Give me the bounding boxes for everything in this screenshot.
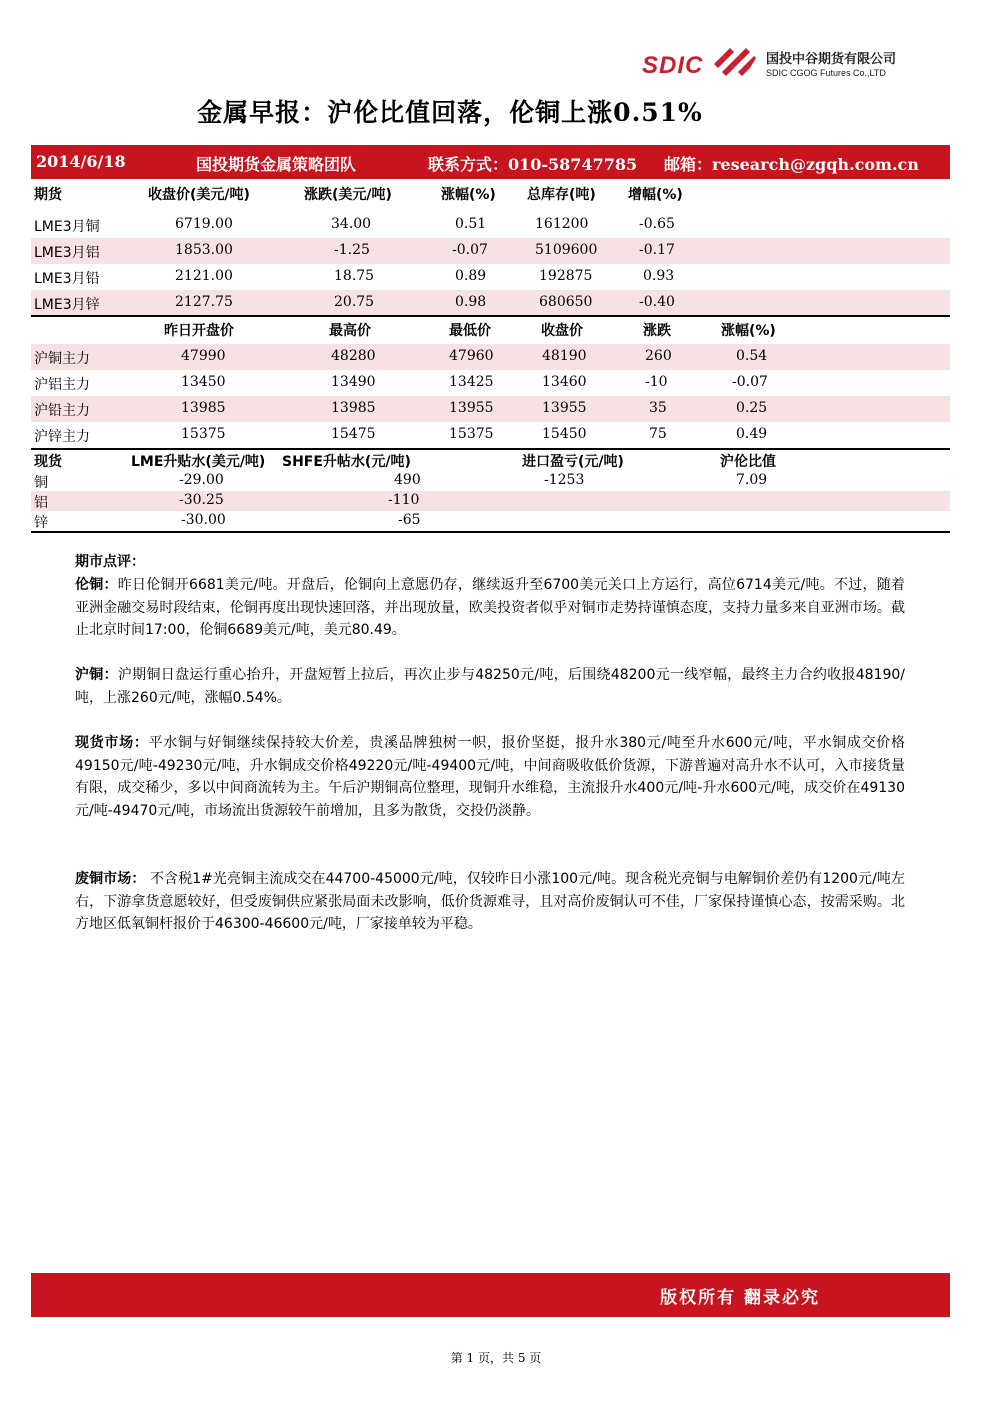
footer-banner bbox=[31, 1273, 950, 1317]
table-row bbox=[31, 422, 950, 448]
spot-market-text: 平水铜与好铜继续保持较大价差，贵溪品牌独树一帜，报价坚挺，报升水380元/吨至升水600元/吨，平水铜成交价格49150元/吨-49230元/吨，升水铜成交价格49220元/吨-49400元/吨，中间商吸收低价货源，下游普遍对高升水不认可，入市接货量有限，成交稀少，多以中间商流转为主。午后沪期铜高位整理，现铜升水维稳，主流报升水400元/吨-升水600元/吨，成交价在49130元/吨-49470元/吨，市场流出货源较午前增加，且多为散货，交投仍淡静。 bbox=[75, 735, 906, 819]
cell-value: 7.09 bbox=[736, 472, 768, 488]
cell-value: 1853.00 bbox=[175, 242, 233, 258]
team-name: 国投期货金属策略团队 bbox=[196, 155, 357, 174]
cell-value: 2121.00 bbox=[175, 268, 233, 284]
table-row bbox=[31, 238, 950, 264]
row-label: LME3月铝 bbox=[34, 245, 100, 261]
row-label: LME3月锌 bbox=[34, 297, 100, 313]
col-header: 沪伦比值 bbox=[720, 454, 776, 470]
cell-value: 13490 bbox=[331, 374, 376, 390]
cell-value: -0.07 bbox=[452, 242, 488, 258]
commentary-title: 期市点评： bbox=[75, 554, 145, 570]
contact-info: 联系方式：010-58747785 bbox=[428, 155, 638, 174]
table-row bbox=[31, 370, 950, 396]
cell-value: 680650 bbox=[539, 294, 593, 310]
shfe-copper-text: 沪期铜日盘运行重心抬升，开盘短暂上拉后，再次止步与48250元/吨，后围绕48200元一线窄幅，最终主力合约收报48190/吨，上涨260元/吨，涨幅0.54%。 bbox=[75, 667, 906, 706]
cell-value: 35 bbox=[649, 400, 667, 416]
cell-value: 47960 bbox=[449, 348, 494, 364]
header-banner bbox=[31, 145, 950, 179]
cell-value: 0.54 bbox=[736, 348, 768, 364]
col-header: 涨跌 bbox=[643, 323, 671, 339]
logo-brand: SDIC bbox=[642, 52, 704, 79]
cell-value: -1.25 bbox=[334, 242, 370, 258]
table-divider bbox=[31, 448, 950, 450]
table-header-row bbox=[31, 451, 950, 471]
col-header: LME升贴水(美元/吨) bbox=[131, 454, 266, 470]
cell-value: 0.25 bbox=[736, 400, 768, 416]
scrap-market-label: 废铜市场： bbox=[75, 871, 146, 887]
cell-value: 490 bbox=[394, 472, 421, 488]
cell-value: 20.75 bbox=[334, 294, 375, 310]
cell-value: 15450 bbox=[542, 426, 587, 442]
shfe-copper-label: 沪铜： bbox=[75, 667, 118, 683]
report-date: 2014/6/18 bbox=[36, 152, 126, 171]
cell-value: 13460 bbox=[542, 374, 587, 390]
scrap-market-text: 不含税1#光亮铜主流成交在44700-45000元/吨，仅较昨日小涨100元/吨。现含税光亮铜与电解铜价差仍有1200元/吨左右，下游拿货意愿较好，但受废铜供应紧张局面未改影响，低价货源难寻，且对高价废铜认可不佳，厂家保持谨慎心态，按需采购。北方地区低氧铜杆报价于46300-46600元/吨，厂家接单较为平稳。 bbox=[75, 871, 906, 932]
cell-value: 6719.00 bbox=[175, 216, 233, 232]
cell-value: 5109600 bbox=[535, 242, 598, 258]
col-header: 涨跌(美元/吨) bbox=[304, 187, 392, 203]
table-row bbox=[31, 491, 950, 511]
cell-value: -65 bbox=[398, 512, 421, 528]
row-label: 沪铝主力 bbox=[34, 377, 90, 393]
cell-value: 2127.75 bbox=[175, 294, 233, 310]
table-row bbox=[31, 511, 950, 531]
table-divider bbox=[31, 315, 950, 317]
table-divider bbox=[31, 531, 950, 533]
row-label: 铝 bbox=[34, 495, 48, 511]
logo-company-en: SDIC CGOG Futures Co.,LTD bbox=[766, 68, 886, 78]
table-row bbox=[31, 290, 950, 316]
col-header: 昨日开盘价 bbox=[164, 323, 234, 339]
cell-value: 13450 bbox=[181, 374, 226, 390]
cell-value: 0.93 bbox=[643, 268, 675, 284]
cell-value: -1253 bbox=[544, 472, 585, 488]
cell-value: 47990 bbox=[181, 348, 226, 364]
col-header: 涨幅(%) bbox=[721, 323, 776, 339]
email-info: 邮箱：research@zgqh.com.cn bbox=[664, 155, 919, 174]
cell-value: 0.98 bbox=[455, 294, 487, 310]
col-header: 总库存(吨) bbox=[527, 187, 596, 203]
col-header: 最高价 bbox=[329, 323, 371, 339]
lme-copper-label: 伦铜： bbox=[75, 577, 118, 593]
cell-value: -0.17 bbox=[639, 242, 675, 258]
cell-value: 13955 bbox=[449, 400, 494, 416]
cell-value: 48190 bbox=[542, 348, 587, 364]
table-row bbox=[31, 396, 950, 422]
col-header: 进口盈亏(元/吨) bbox=[522, 454, 624, 470]
col-header: SHFE升帖水(元/吨) bbox=[282, 454, 411, 470]
cell-value: 13985 bbox=[181, 400, 226, 416]
col-header: 期货 bbox=[34, 187, 62, 203]
col-header: 收盘价(美元/吨) bbox=[148, 187, 250, 203]
logo-company-cn: 国投中谷期货有限公司 bbox=[766, 52, 897, 67]
col-header: 增幅(%) bbox=[628, 187, 683, 203]
cell-value: -10 bbox=[645, 374, 668, 390]
cell-value: 13425 bbox=[449, 374, 494, 390]
lme-copper-comment bbox=[75, 574, 905, 642]
col-header: 涨幅(%) bbox=[441, 187, 496, 203]
cell-value: 0.51 bbox=[455, 216, 487, 232]
cell-value: 34.00 bbox=[331, 216, 372, 232]
scrap-market-comment bbox=[75, 868, 905, 936]
cell-value: 75 bbox=[649, 426, 667, 442]
cell-value: 15375 bbox=[449, 426, 494, 442]
col-header: 最低价 bbox=[449, 323, 491, 339]
cell-value: 13985 bbox=[331, 400, 376, 416]
shfe-copper-comment bbox=[75, 664, 905, 709]
cell-value: 13955 bbox=[542, 400, 587, 416]
cell-value: -0.07 bbox=[732, 374, 768, 390]
cell-value: -30.25 bbox=[179, 492, 224, 508]
cell-value: 48280 bbox=[331, 348, 376, 364]
cell-value: 260 bbox=[645, 348, 672, 364]
cell-value: -110 bbox=[388, 492, 420, 508]
cell-value: -30.00 bbox=[181, 512, 226, 528]
row-label: 沪锌主力 bbox=[34, 429, 90, 445]
cell-value: 192875 bbox=[539, 268, 593, 284]
cell-value: 0.49 bbox=[736, 426, 768, 442]
cell-value: 18.75 bbox=[334, 268, 375, 284]
col-header: 收盘价 bbox=[541, 323, 583, 339]
row-label: 铜 bbox=[34, 475, 48, 491]
table-row bbox=[31, 212, 950, 238]
cell-value: 15375 bbox=[181, 426, 226, 442]
lme-copper-text: 昨日伦铜开6681美元/吨。开盘后，伦铜向上意愿仍存，继续返升至6700美元关口上方运行，高位6714美元/吨。不过，随着亚洲金融交易时段结束，伦铜再度出现快速回落，并出现放量，欧美投资者似乎对铜市走势持谨慎态度，支持力量多来自亚洲市场。截止北京时间17:00，伦铜6689美元/吨，美元80.49。 bbox=[75, 577, 905, 638]
table-row bbox=[31, 344, 950, 370]
table-header-row bbox=[31, 320, 950, 344]
logo-mark-icon bbox=[712, 48, 756, 80]
cell-value: -29.00 bbox=[179, 472, 224, 488]
table-row bbox=[31, 471, 950, 491]
cell-value: 161200 bbox=[535, 216, 589, 232]
page-number: 第 1 页，共 5 页 bbox=[450, 1351, 542, 1365]
table-header-row bbox=[31, 184, 950, 210]
cell-value: -0.65 bbox=[639, 216, 675, 232]
cell-value: -0.40 bbox=[639, 294, 675, 310]
table-row bbox=[31, 264, 950, 290]
row-label: LME3月铅 bbox=[34, 271, 100, 287]
cell-value: 0.89 bbox=[455, 268, 487, 284]
row-label: 沪铅主力 bbox=[34, 403, 90, 419]
report-title: 金属早报：沪伦比值回落，伦铜上涨0.51% bbox=[197, 98, 703, 127]
copyright-notice: 版权所有 翻录必究 bbox=[660, 1288, 820, 1308]
row-label: LME3月铜 bbox=[34, 219, 100, 235]
spot-market-label: 现货市场： bbox=[75, 735, 149, 751]
company-logo bbox=[642, 46, 932, 82]
row-label: 沪铜主力 bbox=[34, 351, 90, 367]
cell-value: 15475 bbox=[331, 426, 376, 442]
spot-market-comment bbox=[75, 732, 905, 822]
row-label: 锌 bbox=[34, 515, 48, 531]
col-header: 现货 bbox=[34, 454, 62, 470]
